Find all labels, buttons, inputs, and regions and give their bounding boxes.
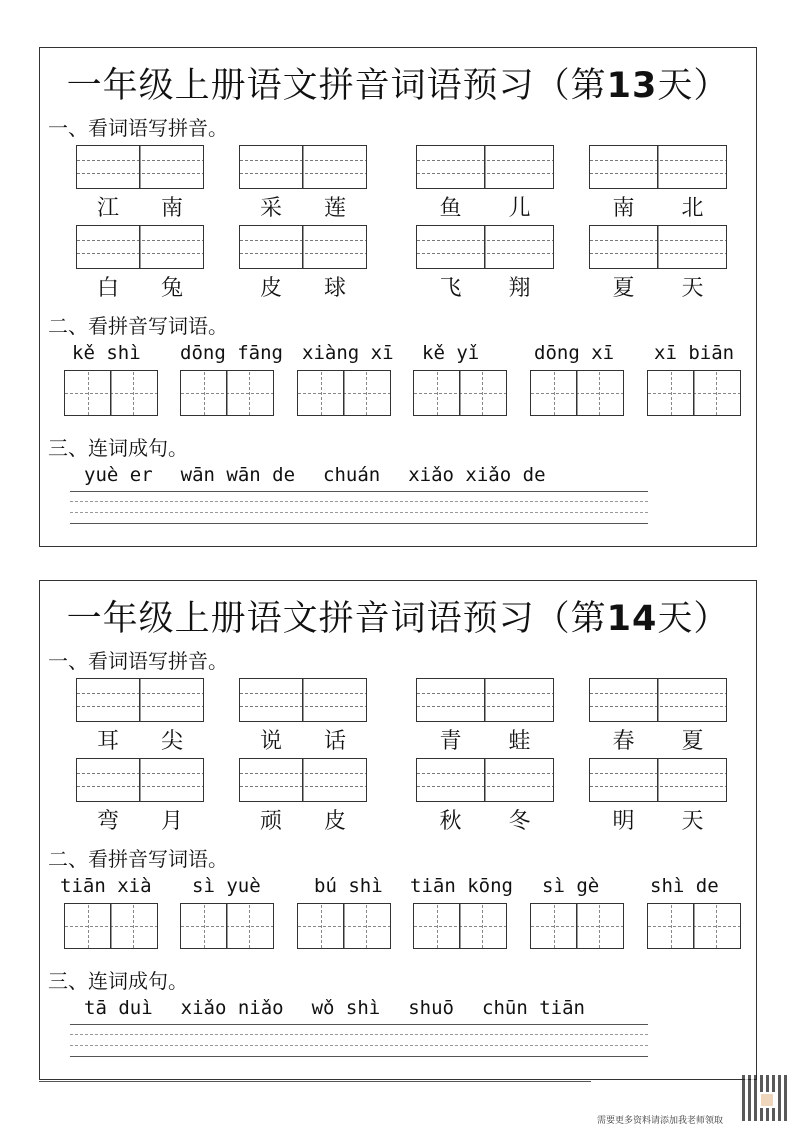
pinyin-writing-box[interactable] <box>239 225 367 269</box>
day-number: 14 <box>606 599 658 639</box>
word-pair: 耳 尖 <box>76 678 204 755</box>
pinyin-writing-box[interactable] <box>76 225 204 269</box>
pinyin-writing-box[interactable] <box>76 678 204 722</box>
writing-line[interactable] <box>70 491 648 492</box>
word-chip: chuán <box>323 464 381 486</box>
pinyin-writing-box[interactable] <box>589 145 727 189</box>
pinyin-writing-box[interactable] <box>239 145 367 189</box>
worksheet-day-14 <box>39 580 757 1080</box>
pinyin-writing-box[interactable] <box>239 758 367 802</box>
character-writing-grid[interactable] <box>64 370 158 416</box>
word-chip: yuè er <box>84 464 153 486</box>
word-pair: 鱼 儿 <box>416 145 554 222</box>
pinyin-prompt: xī biān <box>654 342 735 364</box>
word-pair: 说 话 <box>239 678 367 755</box>
writing-line <box>70 512 648 513</box>
section-1-heading: 一、看词语写拼音。 <box>48 649 228 673</box>
word-pair: 皮 球 <box>239 225 367 302</box>
section-3-heading: 三、连词成句。 <box>48 436 188 460</box>
character-writing-grid[interactable] <box>530 370 624 416</box>
writing-line[interactable] <box>70 1024 648 1025</box>
word-pair: 弯 月 <box>76 758 204 835</box>
page-title: 一年级上册语文拼音词语预习（第14天） <box>66 599 730 639</box>
character-writing-grid[interactable] <box>647 370 741 416</box>
pinyin-writing-box[interactable] <box>589 758 727 802</box>
day-number: 13 <box>606 66 658 106</box>
word-pair: 明 天 <box>589 758 727 835</box>
character-writing-grid[interactable] <box>180 903 274 949</box>
page-title: 一年级上册语文拼音词语预习（第13天） <box>66 66 730 106</box>
word-pair: 飞 翔 <box>416 225 554 302</box>
word-pair: 春 夏 <box>589 678 727 755</box>
word-pair: 白 兔 <box>76 225 204 302</box>
character-writing-grid[interactable] <box>297 370 391 416</box>
word-pair: 青 蛙 <box>416 678 554 755</box>
writing-line <box>70 1034 648 1035</box>
pinyin-prompt: xiàng xī <box>302 342 394 364</box>
word-pair: 顽 皮 <box>239 758 367 835</box>
character-writing-grid[interactable] <box>64 903 158 949</box>
pinyin-writing-box[interactable] <box>589 225 727 269</box>
section-3-heading: 三、连词成句。 <box>48 969 188 993</box>
qr-code-icon <box>742 1075 788 1121</box>
word-chip: xiǎo xiǎo de <box>408 464 546 486</box>
word-chip: wān wān de <box>180 464 296 486</box>
pinyin-writing-box[interactable] <box>76 758 204 802</box>
footer-note: 需要更多资料请添加我老师领取 <box>597 1116 724 1126</box>
footer-divider <box>39 1081 591 1082</box>
section-2-heading: 二、看拼音写词语。 <box>48 847 228 871</box>
writing-line[interactable] <box>70 523 648 524</box>
pinyin-writing-box[interactable] <box>76 145 204 189</box>
pinyin-prompt: bú shì <box>314 875 383 897</box>
word-chip: xiǎo niǎo <box>180 997 284 1019</box>
character-writing-grid[interactable] <box>413 903 507 949</box>
word-pair: 南 北 <box>589 145 727 222</box>
pinyin-prompt: tiān xià <box>60 875 152 897</box>
character-writing-grid[interactable] <box>530 903 624 949</box>
pinyin-prompt: kě shì <box>72 342 141 364</box>
pinyin-prompt: tiān kōng <box>410 875 513 897</box>
writing-line[interactable] <box>70 1056 648 1057</box>
pinyin-prompt: sì yuè <box>192 875 261 897</box>
section-2-heading: 二、看拼音写词语。 <box>48 314 228 338</box>
pinyin-prompt: shì de <box>650 875 719 897</box>
word-chip: tā duì <box>84 997 153 1019</box>
writing-line <box>70 501 648 502</box>
word-chip: shuō <box>408 997 454 1019</box>
sentence-words <box>84 997 613 1019</box>
pinyin-prompt: dōng fāng <box>180 342 283 364</box>
pinyin-writing-box[interactable] <box>416 758 554 802</box>
sentence-words <box>84 464 574 486</box>
word-pair: 夏 天 <box>589 225 727 302</box>
pinyin-writing-box[interactable] <box>416 678 554 722</box>
pinyin-prompt: dōng xī <box>534 342 615 364</box>
word-chip: chūn tiān <box>482 997 585 1019</box>
worksheet-day-13 <box>39 47 757 547</box>
pinyin-writing-box[interactable] <box>416 145 554 189</box>
section-1-heading: 一、看词语写拼音。 <box>48 116 228 140</box>
character-writing-grid[interactable] <box>180 370 274 416</box>
character-writing-grid[interactable] <box>647 903 741 949</box>
pinyin-writing-box[interactable] <box>416 225 554 269</box>
word-pair: 采 莲 <box>239 145 367 222</box>
pinyin-prompt: sì gè <box>542 875 600 897</box>
pinyin-writing-box[interactable] <box>589 678 727 722</box>
word-pair: 江 南 <box>76 145 204 222</box>
pinyin-prompt: kě yǐ <box>422 342 480 364</box>
word-pair: 秋 冬 <box>416 758 554 835</box>
character-writing-grid[interactable] <box>413 370 507 416</box>
writing-line <box>70 1045 648 1046</box>
character-writing-grid[interactable] <box>297 903 391 949</box>
pinyin-writing-box[interactable] <box>239 678 367 722</box>
word-chip: wǒ shì <box>311 997 381 1019</box>
